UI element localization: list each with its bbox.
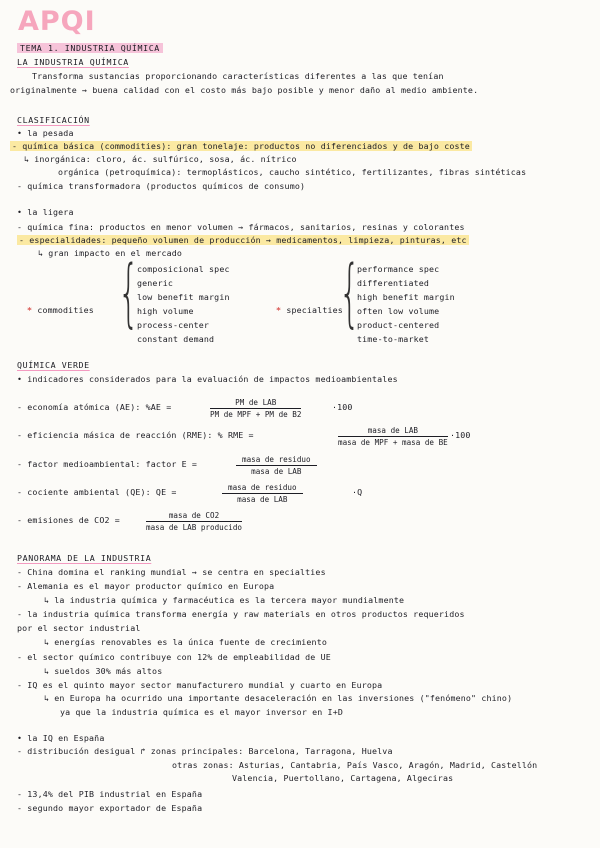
panorama-line: - Alemania es el mayor productor químico en Europa	[17, 581, 275, 591]
specialties-label-text: specialties	[286, 305, 343, 315]
espana-line: • la IQ en España	[17, 733, 105, 743]
panorama-line: ↳ en Europa ha ocurrido una importante desaceleración en las inversiones ("fenómeno" chino)	[44, 693, 513, 703]
inorganica-line: ↳ inorgánica: cloro, ác. sulfúrico, sosa, ác. nítrico	[24, 154, 297, 164]
definition-line-1: Transforma sustancias proporcionando características diferentes a las que tenían	[32, 71, 444, 81]
quimica-verde-heading: QUÍMICA VERDE	[17, 360, 90, 370]
panorama-line: - IQ es el quinto mayor sector manufacturero mundial y cuarto en Europa	[17, 680, 383, 690]
ligera-bullet: • la ligera	[17, 207, 74, 217]
indicadores-line: • indicadores considerados para la evaluación de impactos medioambientales	[17, 374, 398, 384]
specialty-item: product-centered	[357, 320, 440, 330]
ea-denominator: PM de MPF + PM de B2	[210, 410, 302, 419]
pesada-bullet: • la pesada	[17, 128, 74, 138]
specialty-item: performance spec	[357, 264, 440, 274]
panorama-line: - la industria química transforma energía y raw materials en otros productos requeridos	[17, 609, 465, 619]
commodities-label	[27, 305, 94, 316]
panorama-line: - el sector químico contribuye con 12% de empleabilidad de UE	[17, 652, 331, 662]
co2-numerator: masa de CO2	[146, 511, 242, 522]
specialties-brace-icon: {	[339, 250, 361, 336]
commodity-item: generic	[137, 278, 174, 288]
rme-multiplier: ·100	[450, 430, 471, 440]
specialty-item: high benefit margin	[357, 292, 455, 302]
commodity-item: low benefit margin	[137, 292, 230, 302]
commodity-item: composicional spec	[137, 264, 230, 274]
ce-multiplier: ·Q	[352, 487, 363, 497]
co2-label: - emisiones de CO2 =	[17, 515, 120, 525]
fe-denominator: masa de LAB	[251, 467, 302, 476]
quimica-basica-text: - química básica (commodities): gran tonelaje: productos no diferenciados y de bajo coste	[12, 141, 470, 151]
industria-quimica-heading: LA INDUSTRIA QUÍMICA	[17, 57, 129, 67]
panorama-line: ↳ energías renovables es la única fuente de crecimiento	[44, 637, 327, 647]
rme-numerator: masa de LAB	[338, 426, 448, 437]
quimica-transformadora-line: - química transformadora (productos químicos de consumo)	[17, 181, 306, 191]
panorama-line: ↳ sueldos 30% más altos	[44, 666, 163, 676]
fe-label: - factor medioambiental: factor E =	[17, 459, 198, 469]
espana-line: - segundo mayor exportador de España	[17, 803, 203, 813]
star-icon: *	[276, 305, 282, 315]
ea-multiplier: ·100	[332, 402, 353, 412]
ce-label: - cociente ambiental (QE): QE =	[17, 487, 177, 497]
tema-heading-text: TEMA 1. INDUSTRIA QUÍMICA	[17, 43, 163, 53]
quimica-fina-line: - química fina: productos en menor volumen → fármacos, sanitarios, resinas y colorantes	[17, 222, 465, 232]
quimica-basica-line	[10, 141, 472, 152]
panorama-line: - China domina el ranking mundial → se centra en specialties	[17, 567, 326, 577]
specialty-item: often low volume	[357, 306, 440, 316]
espana-line: otras zonas: Asturias, Cantabria, País Vasco, Aragón, Madrid, Castellón	[172, 760, 538, 770]
gran-impacto-line: ↳ gran impacto en el mercado	[38, 248, 183, 258]
specialty-item: differentiated	[357, 278, 430, 288]
commodity-item: constant demand	[137, 334, 215, 344]
co2-denominator: masa de LAB producido	[146, 523, 243, 532]
star-icon: *	[27, 305, 33, 315]
especialidades-text: - especialidades: pequeño volumen de producción → medicamentos, limpieza, pinturas, etc	[19, 235, 467, 245]
panorama-heading: PANORAMA DE LA INDUSTRIA	[17, 553, 152, 563]
ea-numerator: PM de LAB	[210, 398, 301, 409]
espana-line: Valencia, Puertollano, Cartagena, Algeciras	[232, 773, 454, 783]
clasificacion-heading: CLASIFICACIÓN	[17, 115, 90, 125]
rme-fraction	[338, 426, 448, 447]
ea-fraction	[210, 398, 301, 419]
tema-heading	[17, 43, 163, 54]
commodities-label-text: commodities	[37, 305, 94, 315]
co2-fraction	[146, 511, 242, 532]
ea-label: - economía atómica (AE): %AE =	[17, 402, 172, 412]
panorama-line: por el sector industrial	[17, 623, 141, 633]
definition-line-2: originalmente → buena calidad con el costo más bajo posible y menor daño al medio ambiente.	[10, 85, 479, 95]
commodity-item: high volume	[137, 306, 194, 316]
ce-fraction	[222, 483, 303, 504]
panorama-line: ↳ la industria química y farmacéutica es la tercera mayor mundialmente	[44, 595, 405, 605]
ce-numerator: masa de residuo	[222, 483, 303, 494]
specialty-item: time-to-market	[357, 334, 430, 344]
panorama-line: ya que la industria química es el mayor inversor en I+D	[60, 707, 343, 717]
rme-denominator: masa de MPF + masa de BE	[338, 438, 448, 447]
page-title: APQI	[18, 6, 96, 37]
organica-line: orgánica (petroquímica): termoplásticos, caucho sintético, fertilizantes, fibras sintéticas	[58, 167, 527, 177]
fe-numerator: masa de residuo	[236, 455, 317, 466]
commodities-brace-icon: {	[118, 250, 140, 336]
commodity-item: process-center	[137, 320, 210, 330]
ce-denominator: masa de LAB	[237, 495, 288, 504]
espana-line: - distribución desigual ↱ zonas principales: Barcelona, Tarragona, Huelva	[17, 746, 393, 756]
especialidades-line	[17, 235, 469, 246]
espana-line: - 13,4% del PIB industrial en España	[17, 789, 203, 799]
fe-fraction	[236, 455, 317, 476]
rme-label: - eficiencia másica de reacción (RME): % RME =	[17, 430, 254, 440]
specialties-label	[276, 305, 343, 316]
